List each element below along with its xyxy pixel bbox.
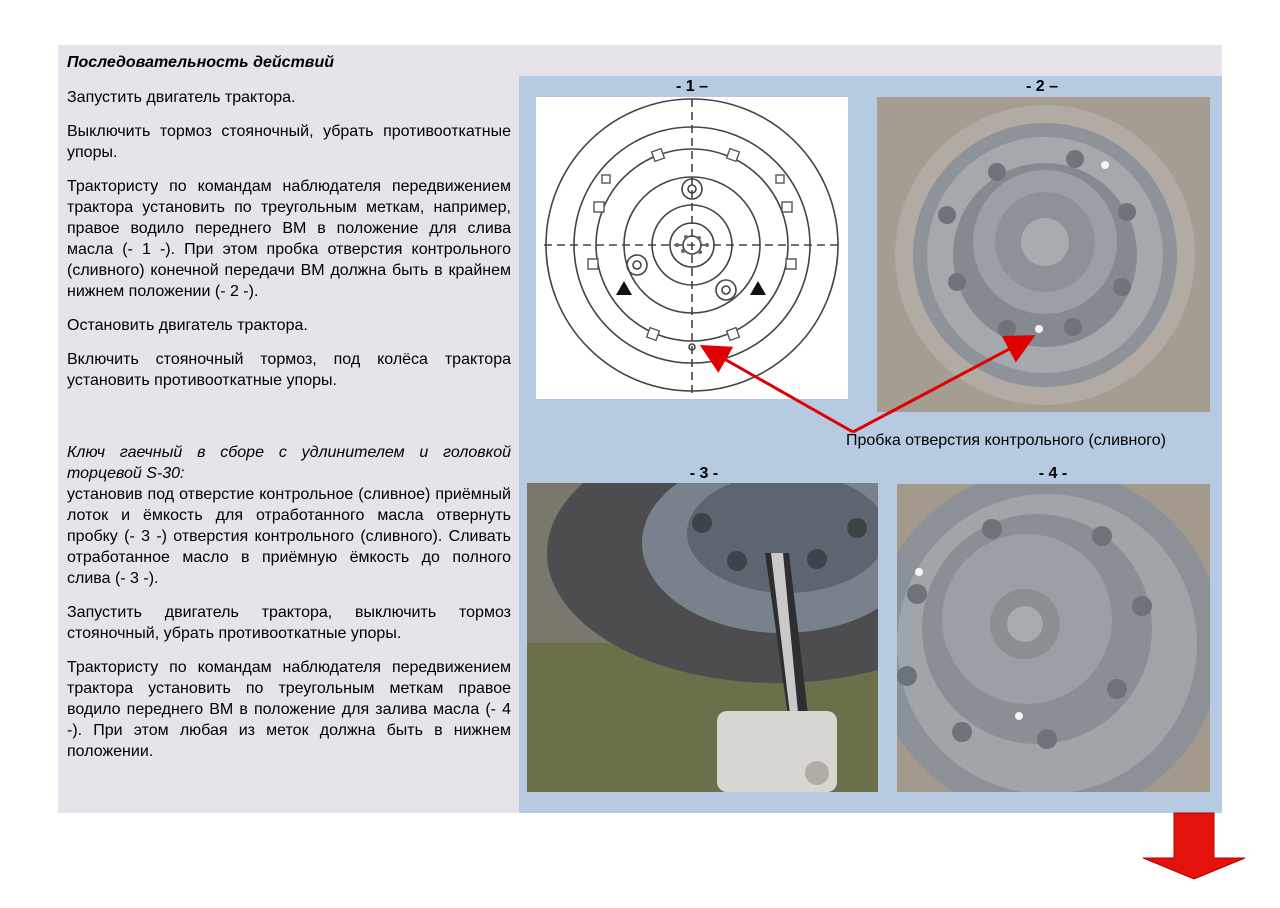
step-3: Трактористу по командам наблюдателя передвижением трактора установить по треугольным меткам, например, правое водило переднего ВМ в положение для слива масла (- 1 -). При этом пробка отверстия контрольного (сливного) конечной передачи ВМ должна быть в крайнем нижнем положении (- 2 -).	[67, 178, 511, 300]
drain-plug-caption: Пробка отверстия контрольного (сливного)	[846, 432, 1166, 449]
figure-1-label: - 1 –	[675, 78, 708, 95]
step-1: Запустить двигатель трактора.	[67, 89, 296, 106]
step-7: Запустить двигатель трактора, выключить тормоз стояночный, убрать противооткатные упоры.	[67, 604, 511, 642]
step-8: Трактористу по командам наблюдателя передвижением трактора установить по треугольным меткам правое водило переднего ВМ в положение для залива масла (- 4 -). При этом любая из меток должна быть в нижнем положении.	[67, 659, 511, 760]
step-6: установив под отверстие контрольное (сливное) приёмный лоток и ёмкость для отработанного масла отвернуть пробку (- 3 -) отверстия контрольного (сливного). Сливать отработанное масло в приёмную ёмкость до полного слива (- 3 -).	[67, 486, 511, 587]
figure-3-label: - 3 -	[689, 465, 719, 482]
tool-title: Ключ гаечный в сборе с удлинителем и головкой торцевой S-30:	[67, 444, 511, 482]
section-heading: Последовательность действий	[67, 54, 334, 71]
step-5: Включить стояночный тормоз, под колёса трактора установить противооткатные упоры.	[67, 351, 511, 389]
step-4: Остановить двигатель трактора.	[67, 317, 308, 334]
step-2: Выключить тормоз стояночный, убрать противооткатные упоры.	[67, 123, 511, 161]
next-page-arrow-icon[interactable]	[1141, 812, 1247, 880]
figure-2-label: - 2 –	[1025, 78, 1058, 95]
figure-4-label: - 4 -	[1038, 465, 1068, 482]
